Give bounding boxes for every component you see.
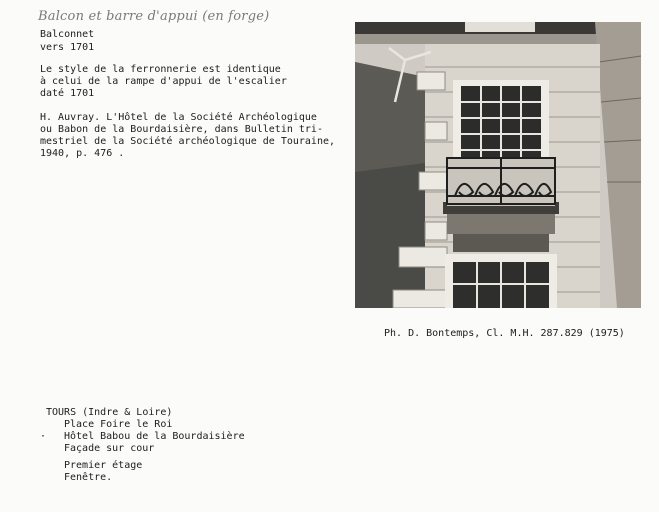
bibliography-line: H. Auvray. L'Hôtel de la Société Archéologique xyxy=(40,112,317,123)
bibliography-line: ou Babon de la Bourdaisière, dans Bulletin tri- xyxy=(40,124,323,135)
location-street: Place Foire le Roi xyxy=(64,419,173,430)
bibliography-line: mestriel de la Société archéologique de Touraine, xyxy=(40,136,336,147)
note-line: daté 1701 xyxy=(40,88,95,99)
location-building: Hôtel Babou de la Bourdaisière xyxy=(64,431,245,442)
note-line: Le style de la ferronnerie est identique xyxy=(40,64,281,75)
note-line: à celui de la rampe d'appui de l'escalier xyxy=(40,76,287,87)
bibliography-line: 1940, p. 476 . xyxy=(40,148,125,159)
location-element: Fenêtre. xyxy=(64,472,113,483)
handwritten-note: Balcon et barre d'appui (en forge) xyxy=(38,9,270,24)
record-title: Balconnet xyxy=(40,29,95,40)
bullet-marker: · xyxy=(40,431,47,442)
photo xyxy=(355,22,641,308)
location-facade: Façade sur cour xyxy=(64,443,155,454)
location-city: TOURS (Indre & Loire) xyxy=(46,407,173,418)
location-floor: Premier étage xyxy=(64,460,143,471)
record-date: vers 1701 xyxy=(40,42,95,53)
photo-credit: Ph. D. Bontemps, Cl. M.H. 287.829 (1975) xyxy=(384,328,625,339)
